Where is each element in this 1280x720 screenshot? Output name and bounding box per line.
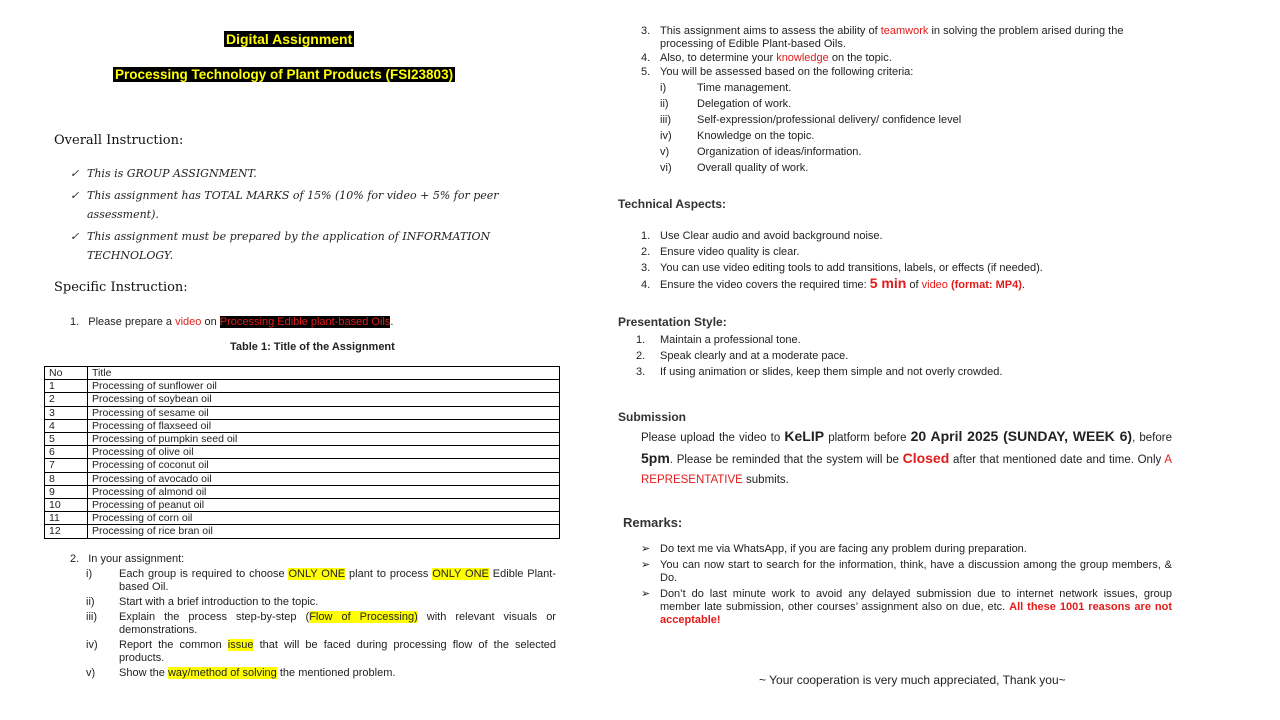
header-no: No xyxy=(45,367,88,380)
header-title: Title xyxy=(88,367,560,380)
sub-item: iii) Explain the process step-by-step (Flow of Processing) with relevant visuals or demonstrations. xyxy=(86,611,556,636)
aim-list xyxy=(641,25,1171,175)
cell-title: Processing of olive oil xyxy=(88,446,560,459)
overall-item: ✓ This is GROUP ASSIGNMENT. xyxy=(70,164,510,183)
overall-list xyxy=(70,164,510,265)
table-row xyxy=(45,472,560,485)
presentation-item: 2. Speak clearly and at a moderate pace. xyxy=(636,350,849,362)
presentation-item: 3. If using animation or slides, keep them simple and not overly crowded. xyxy=(636,366,1003,378)
cell-no: 4 xyxy=(45,419,88,432)
cell-title: Processing of sunflower oil xyxy=(88,380,560,393)
cell-title: Processing of flaxseed oil xyxy=(88,419,560,432)
cell-no: 11 xyxy=(45,512,88,525)
topic-highlight: Processing Edible plant-based Oils xyxy=(219,316,391,328)
remarks-heading: Remarks: xyxy=(623,515,683,530)
presentation-list xyxy=(636,331,1176,379)
closing-note: ~ Your cooperation is very much appreciated, Thank you~ xyxy=(759,673,1066,687)
sub-item: v) Show the way/method of solving the mentioned problem. xyxy=(86,667,396,679)
cell-title: Processing of pumpkin seed oil xyxy=(88,433,560,446)
table-row xyxy=(45,485,560,498)
table-row xyxy=(45,446,560,459)
remark-item: ➢ You can now start to search for the information, think, have a discussion among the group members, & Do. xyxy=(641,559,1172,584)
table-row xyxy=(45,433,560,446)
arrow-bullet-icon: ➢ xyxy=(641,559,651,571)
technical-heading: Technical Aspects: xyxy=(618,197,727,211)
arrow-bullet-icon: ➢ xyxy=(641,588,651,600)
doc-title xyxy=(224,31,354,47)
sub-item: iv) Report the common issue that will be faced during processing flow of the selected products. xyxy=(86,639,557,664)
cell-no: 3 xyxy=(45,406,88,419)
cell-title: Processing of coconut oil xyxy=(88,459,560,472)
cell-title: Processing of sesame oil xyxy=(88,406,560,419)
cell-title: Processing of soybean oil xyxy=(88,393,560,406)
table-header-row xyxy=(45,367,560,380)
specific-item-2: 2. In your assignment: i) Each group is required to choose ONLY ONE plant to process ONLY ONE Edible Plant-based Oil. ii) Start with a brief introduction to the topic. iii) Explain the process step-by-step (Flow of Processing) with relevant visuals or demonstrations. iv) Report the common issue that will be faced during processing flow of the selected products. v) Show the way/method of solving the mentioned problem. xyxy=(70,553,557,679)
aim-item-5: 5. You will be assessed based on the following criteria: xyxy=(641,66,914,78)
aim-item-4: 4. Also, to determine your knowledge on the topic. xyxy=(641,52,892,64)
table-row xyxy=(45,406,560,419)
title-text: Digital Assignment xyxy=(226,31,353,47)
technical-item: 2. Ensure video quality is clear. xyxy=(641,246,800,258)
technical-item: 1. Use Clear audio and avoid background noise. xyxy=(641,230,883,242)
cell-title: Processing of almond oil xyxy=(88,485,560,498)
check-icon: ✓ xyxy=(70,230,80,243)
cell-no: 10 xyxy=(45,499,88,512)
assignment-table xyxy=(44,366,560,539)
cell-no: 6 xyxy=(45,446,88,459)
check-icon: ✓ xyxy=(70,167,80,180)
table-row xyxy=(45,419,560,432)
cell-no: 1 xyxy=(45,380,88,393)
table-row xyxy=(45,499,560,512)
submission-text: Please upload the video to KeLIP platform before 20 April 2025 (SUNDAY, WEEK 6), before 5pm. Please be reminded that the system will be Closed after that mentioned date and time. Only A REPRESENTATIVE submits. xyxy=(641,428,1173,486)
criteria-item: vi) Overall quality of work. xyxy=(660,162,809,174)
overall-item: ✓ This assignment has TOTAL MARKS of 15% (10% for video + 5% for peer assessment). xyxy=(70,186,510,224)
cell-no: 12 xyxy=(45,525,88,538)
criteria-item: ii) Delegation of work. xyxy=(660,98,792,110)
aim-item-3: 3. This assignment aims to assess the ability of teamwork in solving the problem arised during the processing of Edible Plant-based Oils. xyxy=(641,25,1124,50)
presentation-item: 1. Maintain a professional tone. xyxy=(636,334,801,346)
cell-title: Processing of peanut oil xyxy=(88,499,560,512)
criteria-item: iii) Self-expression/professional delivery/ confidence level xyxy=(660,114,962,126)
cell-title: Processing of rice bran oil xyxy=(88,525,560,538)
course-title xyxy=(113,67,455,82)
cell-no: 2 xyxy=(45,393,88,406)
cell-no: 7 xyxy=(45,459,88,472)
criteria-list xyxy=(641,82,1171,175)
submission-heading: Submission xyxy=(618,410,687,424)
cell-title: Processing of avocado oil xyxy=(88,472,560,485)
cell-no: 9 xyxy=(45,485,88,498)
arrow-bullet-icon: ➢ xyxy=(641,543,651,555)
sub-item: i) Each group is required to choose ONLY ONE plant to process ONLY ONE Edible Plant-based Oil. xyxy=(86,568,556,593)
table-row xyxy=(45,380,560,393)
specific-heading: Specific Instruction: xyxy=(54,280,188,295)
criteria-item: i) Time management. xyxy=(660,82,792,94)
table-row xyxy=(45,393,560,406)
cell-title: Processing of corn oil xyxy=(88,512,560,525)
table-caption: Table 1: Title of the Assignment xyxy=(230,341,395,353)
table-row xyxy=(45,512,560,525)
remarks-list xyxy=(641,543,1172,627)
presentation-heading: Presentation Style: xyxy=(618,315,727,329)
overall-heading: Overall Instruction: xyxy=(54,133,184,148)
cell-no: 8 xyxy=(45,472,88,485)
criteria-item: iv) Knowledge on the topic. xyxy=(660,130,815,142)
table-row xyxy=(45,459,560,472)
remark-item: ➢ Do text me via WhatsApp, if you are facing any problem during preparation. xyxy=(641,543,1027,555)
specific-item-1: 1. Please prepare a video on Processing Edible plant-based Oils. xyxy=(70,316,394,328)
technical-item: 4. Ensure the video covers the required time: 5 min of video (format: MP4). xyxy=(641,275,1025,291)
technical-list xyxy=(641,230,1171,292)
remark-item: ➢ Don’t do last minute work to avoid any delayed submission due to internet network issues, group member late submission, other courses’ assignment also on due, etc. All these 1001 reasons are not acceptable! xyxy=(641,588,1173,626)
cell-no: 5 xyxy=(45,433,88,446)
overall-item: ✓ This assignment must be prepared by the application of INFORMATION TECHNOLOGY. xyxy=(70,227,510,265)
course-text: Processing Technology of Plant Products (FSI23803) xyxy=(115,67,454,82)
table-row xyxy=(45,525,560,538)
technical-item: 3. You can use video editing tools to add transitions, labels, or effects (if needed). xyxy=(641,262,1043,274)
criteria-item: v) Organization of ideas/information. xyxy=(660,146,862,158)
check-icon: ✓ xyxy=(70,189,80,202)
sub-item: ii) Start with a brief introduction to the topic. xyxy=(86,596,319,608)
